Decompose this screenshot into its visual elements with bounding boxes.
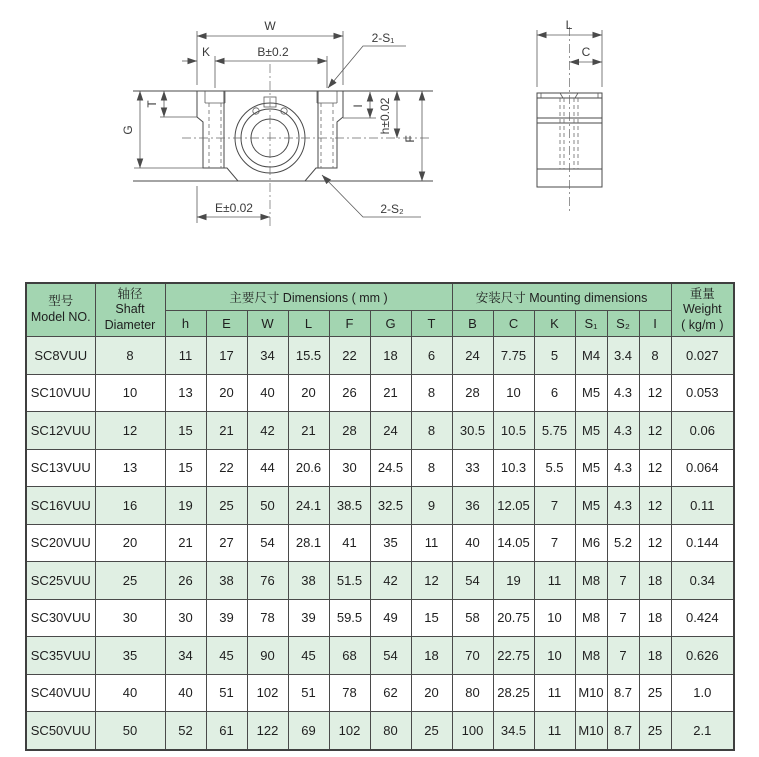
table-cell: 20: [411, 674, 452, 712]
table-cell: 28: [329, 412, 370, 450]
table-cell: 8: [411, 412, 452, 450]
table-cell: 33: [452, 449, 493, 487]
table-cell: 58: [452, 599, 493, 637]
table-cell: 19: [165, 487, 206, 525]
table-cell: 51: [288, 674, 329, 712]
col-header-C: C: [493, 311, 534, 337]
table-cell: 42: [247, 412, 288, 450]
table-cell: M10: [575, 712, 607, 750]
table-cell: 51: [206, 674, 247, 712]
table-cell: 35: [370, 524, 411, 562]
table-cell: 1.0: [671, 674, 734, 712]
header-shaft-cn: 轴径: [117, 286, 143, 301]
dim-label-S2: 2-S₂: [380, 202, 404, 216]
table-cell: 35: [95, 637, 165, 675]
table-cell: 78: [247, 599, 288, 637]
table-cell: 3.4: [607, 337, 639, 375]
dim-label-C: C: [581, 45, 591, 59]
table-cell: 11: [411, 524, 452, 562]
table-cell: 18: [639, 562, 671, 600]
table-cell: 51.5: [329, 562, 370, 600]
table-cell: 38: [206, 562, 247, 600]
table-cell: 9: [411, 487, 452, 525]
table-cell: 12: [639, 412, 671, 450]
table-cell: 20: [206, 374, 247, 412]
table-cell: 25: [411, 712, 452, 750]
table-cell: 4.3: [607, 374, 639, 412]
table-cell: 28.25: [493, 674, 534, 712]
table-cell: 26: [165, 562, 206, 600]
table-row: [26, 449, 734, 487]
table-cell: 102: [329, 712, 370, 750]
dim-B: [215, 45, 327, 88]
table-cell: 25: [639, 674, 671, 712]
mounting-holes-hidden-lines: [209, 103, 333, 168]
table-cell: 39: [206, 599, 247, 637]
table-cell: 54: [247, 524, 288, 562]
model-cell: SC25VUU: [26, 562, 95, 600]
table-cell: 10: [493, 374, 534, 412]
table-row: [26, 524, 734, 562]
table-cell: 54: [452, 562, 493, 600]
table-cell: 21: [370, 374, 411, 412]
table-cell: 5.75: [534, 412, 575, 450]
dim-I: [343, 92, 376, 118]
col-header-G: G: [370, 311, 411, 337]
header-model-en: Model NO.: [30, 310, 91, 324]
table-cell: 38: [288, 562, 329, 600]
model-cell: SC40VUU: [26, 674, 95, 712]
col-header-L: L: [288, 311, 329, 337]
table-cell: 7: [534, 524, 575, 562]
table-cell: 50: [247, 487, 288, 525]
table-cell: 22: [329, 337, 370, 375]
table-cell: 11: [534, 674, 575, 712]
model-cell: SC50VUU: [26, 712, 95, 750]
table-cell: 10.3: [493, 449, 534, 487]
table-cell: 8: [95, 337, 165, 375]
table-cell: 62: [370, 674, 411, 712]
table-cell: 42: [370, 562, 411, 600]
table-cell: 11: [165, 337, 206, 375]
table-cell: 18: [411, 637, 452, 675]
header-shaft-en2: Diameter: [104, 317, 156, 332]
table-cell: 15: [165, 412, 206, 450]
col-header-W: W: [247, 311, 288, 337]
table-cell: 52: [165, 712, 206, 750]
table-cell: 40: [247, 374, 288, 412]
table-cell: 70: [452, 637, 493, 675]
table-cell: 12: [95, 412, 165, 450]
table-cell: M5: [575, 487, 607, 525]
table-cell: 25: [95, 562, 165, 600]
table-cell: 27: [206, 524, 247, 562]
table-cell: M6: [575, 524, 607, 562]
table-cell: M5: [575, 449, 607, 487]
table-cell: M5: [575, 412, 607, 450]
dim-E: [197, 186, 270, 223]
dim-T: [145, 91, 197, 117]
table-cell: 12: [639, 524, 671, 562]
table-cell: 76: [247, 562, 288, 600]
model-cell: SC30VUU: [26, 599, 95, 637]
table-cell: 10: [95, 374, 165, 412]
model-cell: SC13VUU: [26, 449, 95, 487]
table-cell: 2.1: [671, 712, 734, 750]
table-cell: 45: [288, 637, 329, 675]
header-model-cn: 型号: [48, 294, 74, 309]
table-cell: 7: [534, 487, 575, 525]
col-header-S2: S₂: [607, 311, 639, 337]
table-row: [26, 337, 734, 375]
table-cell: 80: [370, 712, 411, 750]
table-cell: 10: [534, 599, 575, 637]
table-cell: 5.2: [607, 524, 639, 562]
table-cell: 38.5: [329, 487, 370, 525]
table-cell: 0.424: [671, 599, 734, 637]
table-cell: 0.064: [671, 449, 734, 487]
table-cell: 22.75: [493, 637, 534, 675]
header-weight-cn: 重量: [689, 286, 715, 301]
table-cell: 50: [95, 712, 165, 750]
table-cell: 30: [95, 599, 165, 637]
model-cell: SC8VUU: [26, 337, 95, 375]
model-cell: SC12VUU: [26, 412, 95, 450]
table-cell: 10: [534, 637, 575, 675]
table-cell: 13: [165, 374, 206, 412]
table-cell: 21: [165, 524, 206, 562]
table-cell: 19: [493, 562, 534, 600]
table-cell: 34: [247, 337, 288, 375]
col-header-T: T: [411, 311, 452, 337]
table-cell: 4.3: [607, 449, 639, 487]
model-cell: SC35VUU: [26, 637, 95, 675]
table-cell: 20: [95, 524, 165, 562]
dim-label-h: h±0.02: [378, 97, 392, 135]
header-dimensions-group: 主要尺寸 Dimensions ( mm ): [165, 283, 452, 311]
model-cell: SC10VUU: [26, 374, 95, 412]
side-view-drawing: [537, 18, 602, 213]
table-cell: 21: [288, 412, 329, 450]
table-cell: 28: [452, 374, 493, 412]
table-cell: 12: [639, 449, 671, 487]
table-cell: M10: [575, 674, 607, 712]
table-cell: 30: [329, 449, 370, 487]
table-cell: 24.5: [370, 449, 411, 487]
table-row: [26, 674, 734, 712]
col-header-I: I: [639, 311, 671, 337]
table-cell: M8: [575, 599, 607, 637]
table-cell: 15: [411, 599, 452, 637]
table-cell: 26: [329, 374, 370, 412]
table-cell: 8: [411, 374, 452, 412]
col-header-h: h: [165, 311, 206, 337]
table-row: [26, 637, 734, 675]
table-cell: 32.5: [370, 487, 411, 525]
side-hole-hidden-lines: [560, 98, 578, 169]
dim-C: [570, 45, 603, 62]
table-cell: 8.7: [607, 712, 639, 750]
table-cell: 20: [288, 374, 329, 412]
table-cell: 8.7: [607, 674, 639, 712]
table-cell: 40: [452, 524, 493, 562]
table-cell: 49: [370, 599, 411, 637]
table-cell: 25: [639, 712, 671, 750]
table-cell: 28.1: [288, 524, 329, 562]
table-cell: 0.06: [671, 412, 734, 450]
dim-label-F: F: [403, 135, 417, 143]
model-cell: SC16VUU: [26, 487, 95, 525]
table-cell: 7.75: [493, 337, 534, 375]
header-weight-en1: Weight: [682, 302, 722, 317]
table-cell: 22: [206, 449, 247, 487]
table-cell: 11: [534, 712, 575, 750]
table-cell: 12: [639, 487, 671, 525]
table-cell: 24.1: [288, 487, 329, 525]
table-cell: 13: [95, 449, 165, 487]
table-cell: 30.5: [452, 412, 493, 450]
col-header-B: B: [452, 311, 493, 337]
table-cell: 34: [165, 637, 206, 675]
table-cell: 78: [329, 674, 370, 712]
dim-G: [121, 91, 203, 168]
table-row: [26, 599, 734, 637]
header-shaft-diameter: [95, 283, 165, 337]
table-cell: 5: [534, 337, 575, 375]
dim-label-L: L: [565, 18, 573, 32]
table-cell: 12: [411, 562, 452, 600]
table-cell: 44: [247, 449, 288, 487]
table-cell: 61: [206, 712, 247, 750]
table-cell: 6: [411, 337, 452, 375]
dim-label-E: E±0.02: [215, 201, 253, 215]
table-cell: 5.5: [534, 449, 575, 487]
table-cell: 39: [288, 599, 329, 637]
table-cell: 24: [370, 412, 411, 450]
table-cell: 18: [370, 337, 411, 375]
table-row: [26, 712, 734, 750]
table-cell: 7: [607, 599, 639, 637]
table-cell: 14.05: [493, 524, 534, 562]
table-cell: M8: [575, 637, 607, 675]
table-cell: 24: [452, 337, 493, 375]
table-cell: 68: [329, 637, 370, 675]
technical-drawing: [0, 0, 759, 272]
table-cell: 0.626: [671, 637, 734, 675]
table-cell: 54: [370, 637, 411, 675]
table-cell: 4.3: [607, 487, 639, 525]
table-cell: 122: [247, 712, 288, 750]
table-cell: 20.6: [288, 449, 329, 487]
table-cell: 0.144: [671, 524, 734, 562]
header-model: [26, 283, 95, 337]
header-shaft-en1: Shaft: [115, 302, 145, 317]
table-cell: 7: [607, 637, 639, 675]
table-cell: 90: [247, 637, 288, 675]
dim-label-I: I: [351, 104, 365, 108]
dim-label-G: G: [121, 125, 135, 135]
table-cell: 25: [206, 487, 247, 525]
table-cell: 6: [534, 374, 575, 412]
table-cell: 45: [206, 637, 247, 675]
dim-label-K: K: [201, 45, 211, 59]
table-row: [26, 487, 734, 525]
table-cell: 4.3: [607, 412, 639, 450]
header-weight-en2: ( kg/m ): [681, 317, 724, 332]
dim-F: [403, 91, 422, 181]
dim-h: [378, 91, 397, 138]
table-cell: 11: [534, 562, 575, 600]
table-cell: 0.053: [671, 374, 734, 412]
table-cell: 18: [639, 599, 671, 637]
table-cell: 41: [329, 524, 370, 562]
model-cell: SC20VUU: [26, 524, 95, 562]
header-mounting-group: 安装尺寸 Mounting dimensions: [452, 283, 671, 311]
table-cell: 17: [206, 337, 247, 375]
table-cell: 69: [288, 712, 329, 750]
col-header-K: K: [534, 311, 575, 337]
table-row: [26, 562, 734, 600]
table-cell: 0.11: [671, 487, 734, 525]
dim-K: [182, 45, 210, 61]
table-cell: M8: [575, 562, 607, 600]
table-cell: 100: [452, 712, 493, 750]
table-row: [26, 374, 734, 412]
table-cell: 59.5: [329, 599, 370, 637]
table-cell: 34.5: [493, 712, 534, 750]
table-cell: 36: [452, 487, 493, 525]
dimensions-table: [25, 282, 735, 751]
table-cell: 0.027: [671, 337, 734, 375]
table-cell: 20.75: [493, 599, 534, 637]
dim-label-T: T: [145, 100, 159, 108]
front-view-drawing: [121, 19, 433, 228]
table-row: [26, 412, 734, 450]
table-cell: 80: [452, 674, 493, 712]
table-cell: 15: [165, 449, 206, 487]
table-cell: M5: [575, 374, 607, 412]
leader-S1: [328, 31, 406, 88]
col-header-S1: S₁: [575, 311, 607, 337]
table-cell: 10.5: [493, 412, 534, 450]
table-cell: 40: [95, 674, 165, 712]
table-cell: 8: [411, 449, 452, 487]
dim-label-W: W: [264, 19, 276, 33]
table-cell: 12.05: [493, 487, 534, 525]
table-cell: 102: [247, 674, 288, 712]
table-cell: 30: [165, 599, 206, 637]
table-cell: 0.34: [671, 562, 734, 600]
header-weight: [671, 283, 734, 337]
table-body: [26, 337, 734, 750]
table-cell: M4: [575, 337, 607, 375]
table-cell: 15.5: [288, 337, 329, 375]
table-cell: 8: [639, 337, 671, 375]
table-cell: 16: [95, 487, 165, 525]
col-header-F: F: [329, 311, 370, 337]
table-cell: 40: [165, 674, 206, 712]
col-header-E: E: [206, 311, 247, 337]
table-cell: 21: [206, 412, 247, 450]
table-cell: 12: [639, 374, 671, 412]
dim-label-B: B±0.2: [257, 45, 289, 59]
table-cell: 18: [639, 637, 671, 675]
table-cell: 7: [607, 562, 639, 600]
dim-label-S1: 2-S₁: [371, 31, 395, 45]
